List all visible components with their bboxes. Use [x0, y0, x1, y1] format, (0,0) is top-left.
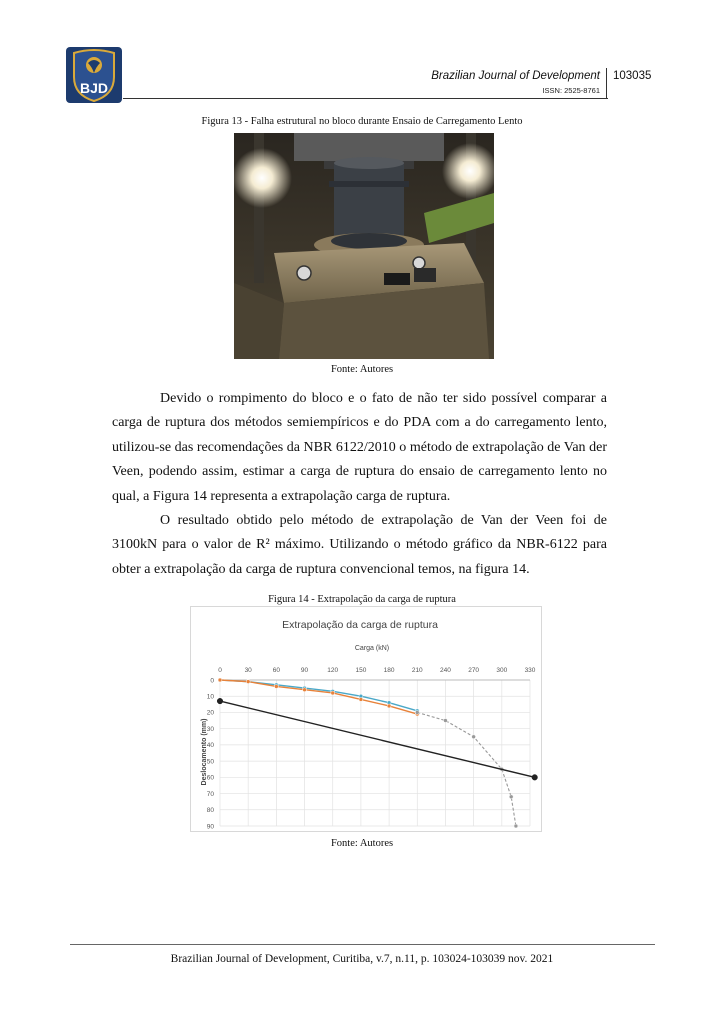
series-point-2	[472, 735, 476, 739]
series-point-1	[303, 688, 307, 692]
x-tick-label: 90	[300, 667, 309, 674]
figure13-source: Fonte: Autores	[330, 364, 394, 375]
y-tick-label: 20	[206, 709, 214, 717]
series-point-2	[415, 710, 419, 714]
figure13-caption: Figura 13 - Falha estrutural no bloco durante Ensaio de Carregamento Lento	[201, 116, 523, 127]
figure14-source: Fonte: Autores	[330, 838, 394, 849]
series-point-1	[246, 680, 250, 684]
series-point-3	[532, 775, 538, 781]
figure13-photo	[234, 133, 494, 359]
y-tick-label: 10	[206, 693, 214, 701]
journal-logo	[66, 47, 122, 103]
figure14-caption: Figura 14 - Extrapolação da carga de ruptura	[268, 594, 456, 605]
y-tick-label: 90	[206, 823, 214, 831]
chart-ylabel: Deslocamento (mm)	[201, 718, 208, 786]
figure14-chart	[190, 606, 542, 832]
y-tick-label: 0	[210, 677, 214, 685]
y-tick-label: 60	[206, 774, 214, 782]
series-point-1	[331, 691, 335, 695]
footer-rule	[70, 944, 655, 945]
page-number: 103035	[613, 70, 652, 82]
series-point-1	[274, 684, 278, 688]
svg-text:BJD: BJD	[79, 80, 109, 96]
y-tick-label: 80	[206, 807, 214, 815]
series-point-2	[443, 719, 447, 723]
y-tick-label: 70	[206, 790, 214, 798]
x-tick-label: 60	[272, 667, 280, 674]
x-tick-label: 270	[468, 667, 480, 674]
chart-title: Extrapolação da carga de ruptura	[282, 619, 438, 631]
series-point-2	[509, 795, 513, 799]
x-tick-label: 30	[244, 667, 252, 674]
header-divider	[606, 68, 607, 98]
x-tick-label: 210	[411, 667, 423, 674]
footer-citation: Brazilian Journal of Development, Curitiba, v.7, n.11, p. 103024-103039 nov. 2021	[170, 953, 554, 965]
series-point-2	[514, 824, 518, 828]
x-tick-label: 150	[355, 667, 367, 674]
header-rule	[123, 98, 608, 99]
paragraph-1: Devido o rompimento do bloco e o fato de não ter sido possível comparar a carga de ruptura dos métodos semiempíricos e do PDA com a do carregamento lento, utilizou-se das recomendações da NBR 6122/2010 o método de extrapolação de Van der Veen, podendo assim, estimar a carga de ruptura do ensaio de carregamento lento no qual, a Figura 14 representa a extrapolação carga de ruptura.	[112, 391, 607, 504]
journal-name: Brazilian Journal of Development	[431, 70, 600, 82]
x-tick-label: 240	[440, 667, 451, 674]
paragraph-2: O resultado obtido pelo método de extrapolação de Van der Veen foi de 3100kN para o valor de R² máximo. Utilizando o método gráfico da NBR-6122 para obter a extrapolação da carga de ruptura convencional temos, na figura 14.	[112, 513, 607, 577]
x-tick-label: 120	[327, 667, 339, 674]
issn: ISSN: 2525-8761	[542, 86, 600, 95]
y-tick-label: 30	[206, 725, 214, 733]
y-tick-label: 40	[206, 742, 214, 750]
x-tick-label: 330	[524, 667, 536, 674]
series-point-1	[218, 678, 222, 682]
chart-xlabel: Carga (kN)	[354, 645, 390, 652]
series-point-1	[359, 697, 363, 701]
x-tick-label: 0	[218, 667, 222, 674]
x-tick-label: 180	[383, 667, 395, 674]
y-tick-label: 50	[206, 758, 214, 766]
series-point-1	[387, 704, 391, 708]
series-point-3	[217, 698, 223, 704]
x-tick-label: 300	[496, 667, 508, 674]
